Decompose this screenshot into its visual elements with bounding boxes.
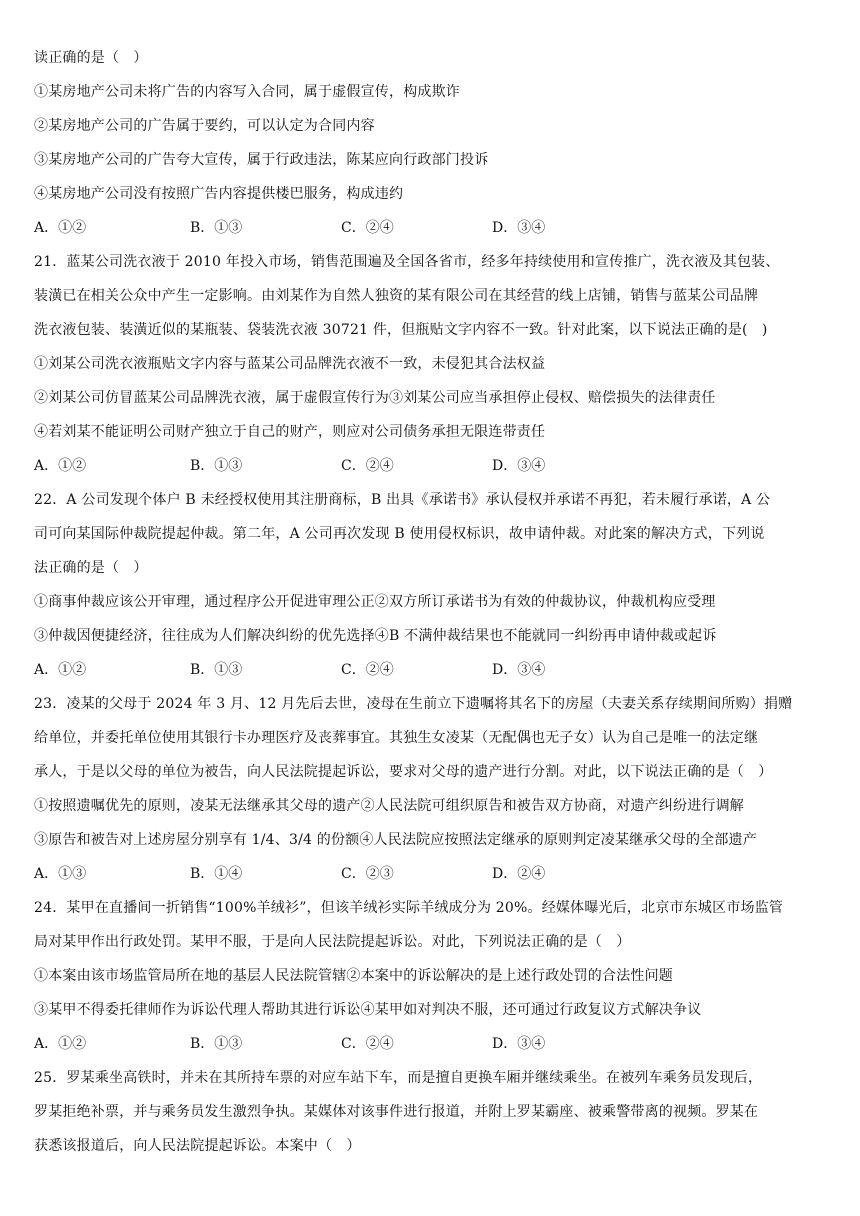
q20-item-3: ③某房地产公司的广告夸大宣传，属于行政违法，陈某应向行政部门投诉: [34, 152, 489, 168]
q24-stem-line-1: 24．某甲在直播间一折销售“100%羊绒衫”，但该羊绒衫实际羊绒成分为 20%。经媒体曝光后，北京市东城区市场监管: [34, 900, 784, 916]
q25-stem-line-2: 罗某拒绝补票，并与乘务员发生激烈争执。某媒体对该事件进行报道，并附上罗某霸座、被乘警带离的视频。罗某在: [34, 1104, 759, 1120]
q21-option-c: C．②④: [341, 458, 394, 474]
q23-option-d: D．②④: [492, 866, 546, 882]
q23-item-2: ③原告和被告对上述房屋分别享有 1/4、3/4 的份额④人民法院应按照法定继承的原则判定凌某继承父母的全部遗产: [34, 832, 757, 848]
q23-stem-line-2: 给单位，并委托单位使用其银行卡办理医疗及丧葬事宜。其独生女凌某（无配偶也无子女）认为自己是唯一的法定继: [34, 730, 759, 746]
q23-stem-line-3: 承人，于是以父母的单位为被告，向人民法院提起诉讼，要求对父母的遗产进行分割。对此，以下说法正确的是（ ）: [34, 764, 773, 780]
q23-option-b: B．①④: [190, 866, 243, 882]
q23-item-1: ①按照遗嘱优先的原则，凌某无法继承其父母的遗产②人民法院可组织原告和被告双方协商，对遗产纠纷进行调解: [34, 798, 744, 814]
q22-stem-line-2: 司可向某国际仲裁院提起仲裁。第二年，A 公司再次发现 B 使用侵权标识，故申请仲裁。对此案的解决方式，下列说: [34, 526, 765, 542]
q24-stem-line-2: 局对某甲作出行政处罚。某甲不服，于是向人民法院提起诉讼。对此，下列说法正确的是（ ）: [34, 934, 631, 950]
q25-stem-line-1: 25．罗某乘坐高铁时，并未在其所持车票的对应车站下车，而是擅自更换车厢并继续乘坐。在被列车乘务员发现后，: [34, 1070, 763, 1086]
q21-item-3: ④若刘某不能证明公司财产独立于自己的财产，则应对公司债务承担无限连带责任: [34, 424, 546, 440]
q21-stem-line-2: 装潢已在相关公众中产生一定影响。由刘某作为自然人独资的某有限公司在其经营的线上店铺，销售与蓝某公司品牌: [34, 288, 759, 304]
q22-option-c: C．②④: [341, 662, 394, 678]
q22-option-d: D．③④: [492, 662, 546, 678]
q24-option-a: A．①②: [34, 1036, 87, 1052]
q22-item-1: ①商事仲裁应该公开审理，通过程序公开促进审理公正②双方所订承诺书为有效的仲裁协议，仲裁机构应受理: [34, 594, 716, 610]
q20-item-2: ②某房地产公司的广告属于要约，可以认定为合同内容: [34, 118, 375, 134]
q22-option-b: B．①③: [190, 662, 243, 678]
q20-item-4: ④某房地产公司没有按照广告内容提供楼巴服务，构成违约: [34, 186, 404, 202]
q23-stem-line-1: 23．凌某的父母于 2024 年 3 月、12 月先后去世，凌母在生前立下遗嘱将其名下的房屋（夫妻关系存续期间所购）捐赠: [34, 696, 793, 712]
q23-option-c: C．②③: [341, 866, 394, 882]
q21-option-b: B．①③: [190, 458, 243, 474]
q21-item-1: ①刘某公司洗衣液瓶贴文字内容与蓝某公司品牌洗衣液不一致，未侵犯其合法权益: [34, 356, 546, 372]
q24-option-d: D．③④: [492, 1036, 546, 1052]
q24-item-2: ③某甲不得委托律师作为诉讼代理人帮助其进行诉讼④某甲如对判决不服，还可通过行政复议方式解决争议: [34, 1002, 702, 1018]
q22-stem-line-3: 法正确的是（ ）: [34, 560, 148, 576]
q21-option-a: A．①②: [34, 458, 87, 474]
q22-stem-line-1: 22．A 公司发现个体户 B 未经授权使用其注册商标，B 出具《承诺书》承认侵权并承诺不再犯，若未履行承诺，A 公: [34, 492, 771, 508]
q21-stem-line-1: 21．蓝某公司洗衣液于 2010 年投入市场，销售范围遍及全国各省市，经多年持续使用和宣传推广，洗衣液及其包装、: [34, 254, 780, 270]
q21-stem-line-3: 洗衣液包装、装潢近似的某瓶装、袋装洗衣液 30721 件，但瓶贴文字内容不一致。针对此案，以下说法正确的是( ): [34, 322, 768, 338]
q21-item-2: ②刘某公司仿冒蓝某公司品牌洗衣液，属于虚假宣传行为③刘某公司应当承担停止侵权、赔偿损失的法律责任: [34, 390, 716, 406]
q20-stem-tail: 读正确的是（ ）: [34, 50, 148, 66]
q20-option-d: D．③④: [492, 220, 546, 236]
q24-item-1: ①本案由该市场监管局所在地的基层人民法院管辖②本案中的诉讼解决的是上述行政处罚的合法性问题: [34, 968, 673, 984]
q20-item-1: ①某房地产公司未将广告的内容写入合同，属于虚假宣传，构成欺诈: [34, 84, 460, 100]
q21-option-d: D．③④: [492, 458, 546, 474]
q23-option-a: A．①③: [34, 866, 87, 882]
q25-stem-line-3: 获悉该报道后，向人民法院提起诉讼。本案中（ ）: [34, 1138, 361, 1154]
q20-option-b: B．①③: [190, 220, 243, 236]
q20-option-a: A．①②: [34, 220, 87, 236]
q22-option-a: A．①②: [34, 662, 87, 678]
q24-option-c: C．②④: [341, 1036, 394, 1052]
q24-option-b: B．①③: [190, 1036, 243, 1052]
q22-item-2: ③仲裁因便捷经济，往往成为人们解决纠纷的优先选择④B 不满仲裁结果也不能就同一纠纷再申请仲裁或起诉: [34, 628, 717, 644]
q20-option-c: C．②④: [341, 220, 394, 236]
